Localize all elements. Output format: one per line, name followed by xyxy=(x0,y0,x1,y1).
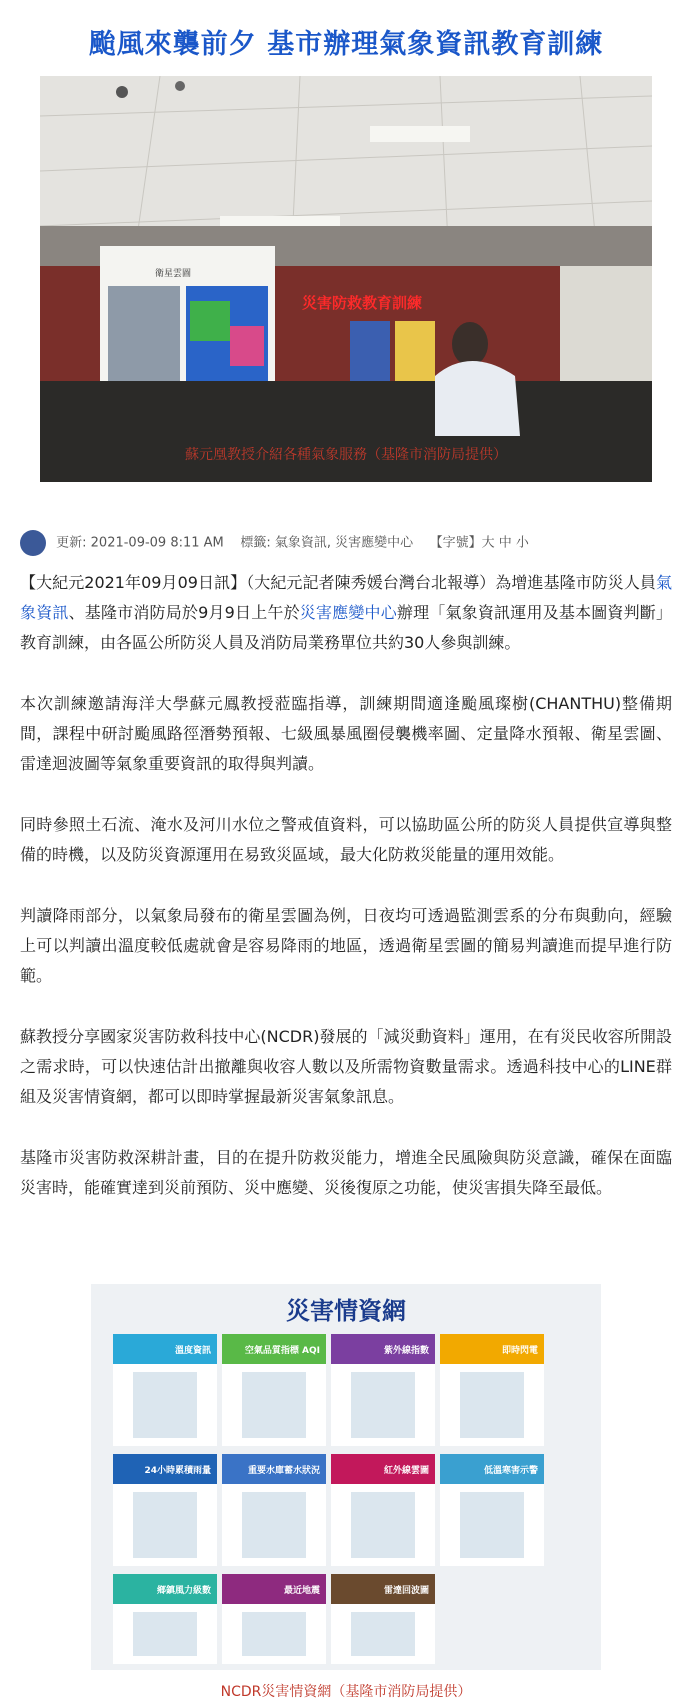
ncdr-portal-image xyxy=(91,1284,601,1670)
portal-tile xyxy=(113,1334,217,1446)
portal-heading: 災害情資網 xyxy=(286,1297,406,1325)
paragraph-6: 基隆市災害防救深耕計畫，目的在提升防救災能力，增進全民風險與防災意識，確保在面臨災害時，能確實達到災前預防、災中應變、災後復原之功能，使災害損失降至最低。 xyxy=(20,1148,672,1197)
updated-time: 更新: 2021-09-09 8:11 AM xyxy=(56,535,224,551)
tile-label: 紅外線雲圖 xyxy=(383,1466,429,1476)
portal-tile xyxy=(113,1574,217,1664)
portal-tile xyxy=(440,1334,544,1446)
paragraph-2: 本次訓練邀請海洋大學蘇元鳳教授蒞臨指導，訓練期間適逢颱風璨樹(CHANTHU)整備期間，課程中研討颱風路徑潛勢預報、七級風暴風圈侵襲機率圖、定量降水預報、衛星雲圖、雷達迴波圖等氣象重要資訊的取得與判讀。 xyxy=(20,694,672,773)
tags: 標籤: 氣象資訊, 災害應變中心 xyxy=(240,535,414,551)
portal-tile xyxy=(440,1454,544,1566)
portal-tile xyxy=(331,1334,435,1446)
tile-label: 空氣品質指標 AQI xyxy=(244,1346,320,1356)
font-size-control[interactable]: 【字號】大 中 小 xyxy=(429,535,529,551)
tile-label: 24小時累積雨量 xyxy=(144,1466,211,1476)
tile-label: 紫外線指數 xyxy=(383,1346,429,1356)
paragraph-1: 【大紀元2021年09月09日訊】（大紀元記者陳秀媛台灣台北報導）為增進基隆市防災人員氣象資訊、基隆市消防局於9月9日上午於災害應變中心辦理「氣象資訊運用及基本圖資判斷」教育訓練，由各區公所防災人員及消防局業務單位共約30人參與訓練。 xyxy=(20,573,672,652)
portal-tile xyxy=(331,1574,435,1664)
classroom-photo xyxy=(40,76,652,482)
share-icon[interactable] xyxy=(20,530,46,556)
article-meta xyxy=(20,530,672,558)
tile-label: 最近地震 xyxy=(283,1586,320,1596)
link-weather-info[interactable]: 氣象資訊 xyxy=(20,573,672,622)
screen-label: 衛星雲圖 xyxy=(155,269,192,279)
paragraph-3: 同時參照土石流、淹水及河川水位之警戒值資料，可以協助區公所的防災人員提供宣導與整備的時機，以及防災資源運用在易致災區域，最大化防救災能量的運用效能。 xyxy=(20,815,672,864)
tile-label: 重要水庫蓄水狀況 xyxy=(247,1466,320,1476)
tile-label: 鄉鎮風力級數 xyxy=(156,1586,211,1596)
tile-label: 低溫寒害示警 xyxy=(483,1466,538,1476)
led-banner: 災害防救教育訓練 xyxy=(302,294,423,312)
tile-label: 溫度資訊 xyxy=(174,1346,211,1356)
article-title: 颱風來襲前夕 基市辦理氣象資訊教育訓練 xyxy=(88,29,604,60)
tile-label: 即時閃電 xyxy=(501,1346,538,1356)
paragraph-5: 蘇教授分享國家災害防救科技中心(NCDR)發展的「減災動資料」運用，在有災民收容所開設之需求時，可以快速估計出撤離與收容人數以及所需物資數量需求。透過科技中心的LINE群組及災害情資網，都可以即時掌握最新災害氣象訊息。 xyxy=(20,1027,672,1106)
tile-label: 雷達回波圖 xyxy=(383,1586,429,1596)
portal-tile xyxy=(222,1454,326,1566)
portal-tile xyxy=(331,1454,435,1566)
portal-tile xyxy=(222,1334,326,1446)
photo2-caption: NCDR災害情資網（基隆市消防局提供） xyxy=(220,1684,472,1700)
article-body xyxy=(20,568,672,1234)
link-emergency-center[interactable]: 災害應變中心 xyxy=(299,603,397,622)
portal-tile xyxy=(113,1454,217,1566)
photo1-caption: 蘇元凰教授介紹各種氣象服務（基隆市消防局提供） xyxy=(185,447,507,463)
paragraph-4: 判讀降雨部分，以氣象局發布的衛星雲圖為例，日夜均可透過監測雲系的分布與動向，經驗上可以判讀出溫度較低處就會是容易降雨的地區，透過衛星雲圖的簡易判讀進而提早進行防範。 xyxy=(20,906,672,985)
portal-tile xyxy=(222,1574,326,1664)
